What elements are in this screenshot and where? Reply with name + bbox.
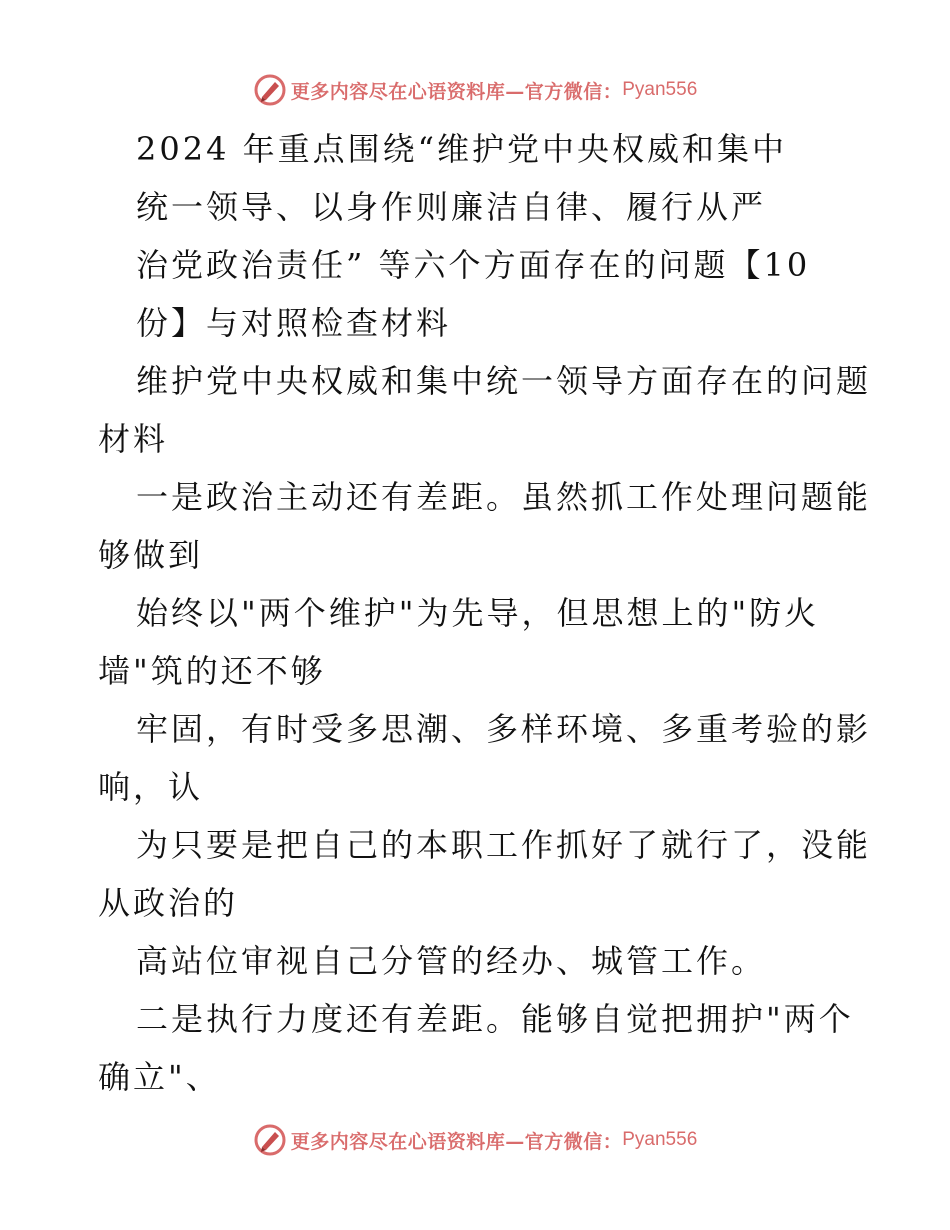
- watermark-text: 更多内容尽在心语资料库—官方微信：: [290, 1130, 623, 1153]
- paragraph-line: 牢固，有时受多思潮、多样环境、多重考验的影: [136, 710, 872, 748]
- logo-icon: [253, 73, 287, 107]
- paragraph-line-continued: 墙"筑的还不够: [98, 652, 326, 690]
- logo-icon: [253, 1123, 287, 1157]
- watermark-id: Pyan556: [622, 1129, 698, 1150]
- paragraph-line-continued: 确立"、: [98, 1058, 221, 1096]
- title-line: 统一领导、以身作则廉洁自律、履行从严: [136, 188, 767, 226]
- title-line: 治党政治责任” 等六个方面存在的问题【10: [136, 246, 811, 284]
- watermark-banner-bottom: [0, 1120, 950, 1160]
- watermark-text: 更多内容尽在心语资料库—官方微信：: [290, 80, 623, 103]
- title-line: 份】与对照检查材料: [136, 304, 452, 342]
- section-heading: 维护党中央权威和集中统一领导方面存在的问题: [136, 362, 872, 400]
- paragraph-line-continued: 响，认: [98, 768, 204, 806]
- paragraph-line: 二是执行力度还有差距。能够自觉把拥护"两个: [136, 1000, 854, 1038]
- paragraph-line-continued: 够做到: [98, 536, 204, 574]
- document-body: [98, 120, 872, 1106]
- paragraph-line: 为只要是把自己的本职工作抓好了就行了，没能: [136, 826, 872, 864]
- watermark-id: Pyan556: [622, 79, 698, 100]
- paragraph-line: 一是政治主动还有差距。虽然抓工作处理问题能: [136, 478, 872, 516]
- watermark-banner-top: [0, 70, 950, 110]
- paragraph-line: 高站位审视自己分管的经办、城管工作。: [136, 942, 767, 980]
- title-line: 2024 年重点围绕“维护党中央权威和集中: [136, 130, 787, 168]
- section-heading-continued: 材料: [98, 420, 169, 458]
- paragraph-line: 始终以"两个维护"为先导，但思想上的"防火: [136, 594, 820, 632]
- paragraph-line-continued: 从政治的: [98, 884, 239, 922]
